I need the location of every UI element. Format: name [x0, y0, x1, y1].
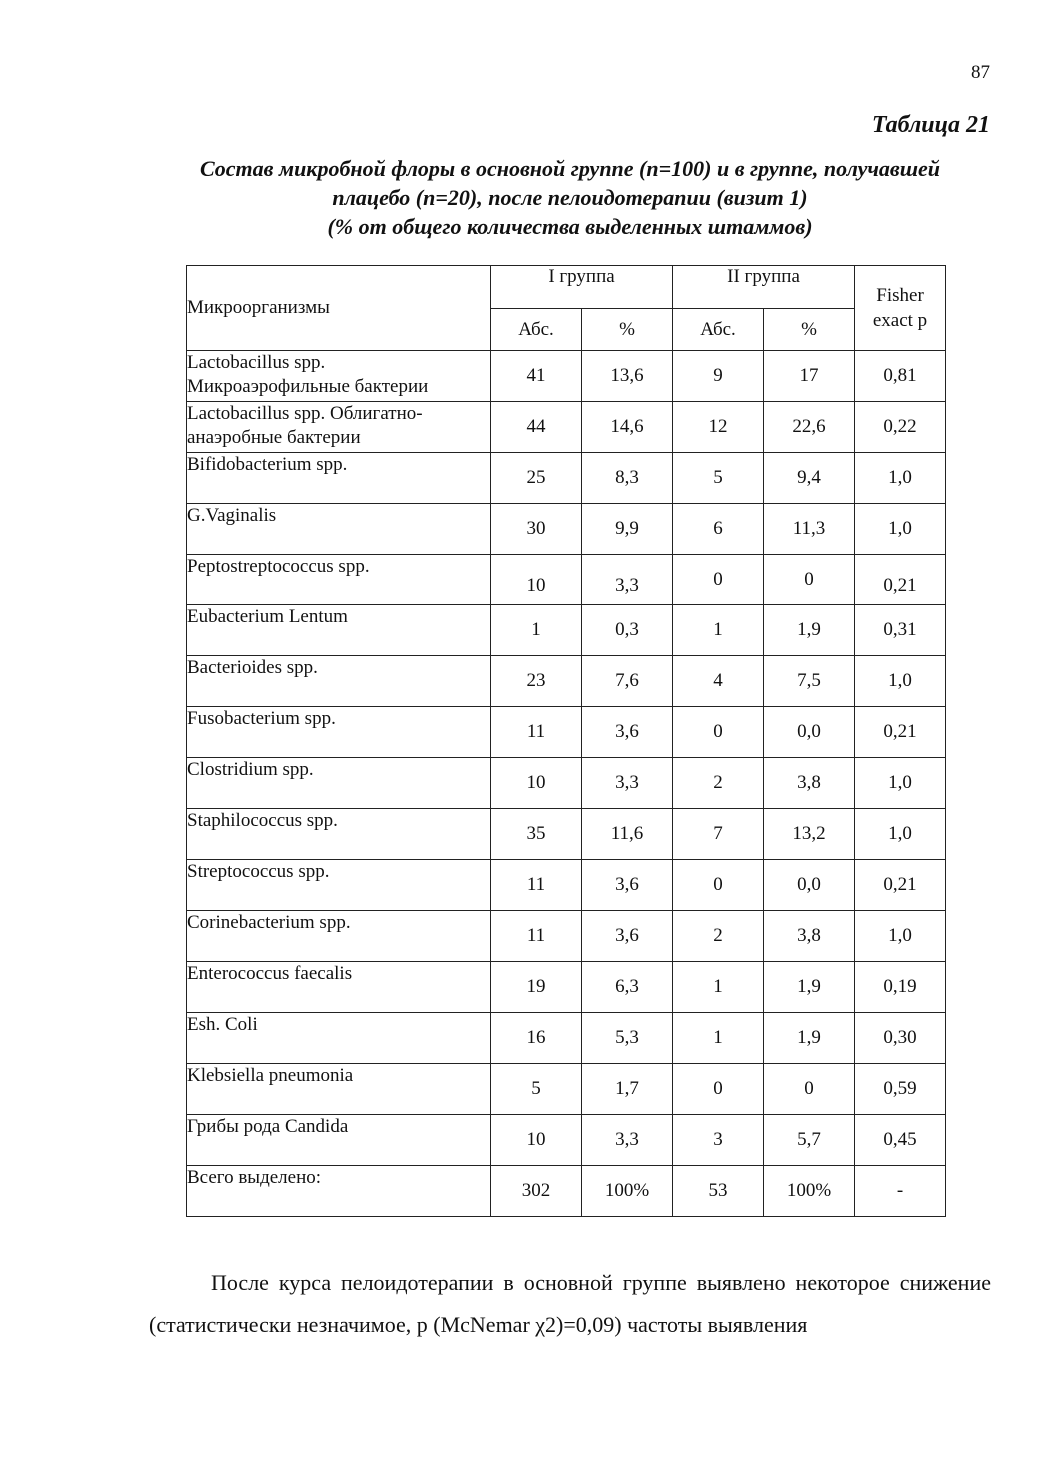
- table-row: [187, 656, 946, 707]
- table-row: [187, 351, 946, 402]
- cell-pct2: 22,6: [764, 402, 855, 453]
- cell-p: 0,19: [855, 962, 946, 1013]
- microorganism-name: Esh. Coli: [187, 1013, 491, 1064]
- header-fisher: [855, 266, 946, 351]
- cell-abs1: 41: [491, 351, 582, 402]
- cell-abs2: 0: [673, 1064, 764, 1115]
- cell-abs2: 53: [673, 1166, 764, 1217]
- cell-abs2: 1: [673, 605, 764, 656]
- cell-p: 1,0: [855, 911, 946, 962]
- cell-p: 1,0: [855, 758, 946, 809]
- cell-abs1: 11: [491, 911, 582, 962]
- cell-abs2: 1: [673, 1013, 764, 1064]
- cell-abs1: 10: [491, 555, 582, 605]
- header-microorganisms: Микроорганизмы: [187, 266, 491, 351]
- cell-abs2: 2: [673, 758, 764, 809]
- cell-pct2: 0,0: [764, 707, 855, 758]
- cell-pct1: 3,3: [582, 758, 673, 809]
- cell-pct2: 1,9: [764, 1013, 855, 1064]
- cell-abs1: 10: [491, 758, 582, 809]
- cell-p: 0,21: [855, 860, 946, 911]
- cell-abs2: 0: [673, 555, 764, 605]
- cell-pct2: 3,8: [764, 911, 855, 962]
- header-pct-group-2: %: [764, 309, 855, 351]
- table-row: [187, 962, 946, 1013]
- cell-pct2: 0: [764, 1064, 855, 1115]
- cell-abs2: 9: [673, 351, 764, 402]
- microorganism-name: Enterococcus faecalis: [187, 962, 491, 1013]
- microorganism-name: G.Vaginalis: [187, 504, 491, 555]
- cell-p: 1,0: [855, 809, 946, 860]
- cell-p: 0,81: [855, 351, 946, 402]
- cell-pct2: 5,7: [764, 1115, 855, 1166]
- caption-line-3: (% от общего количества выделенных штаммов): [327, 214, 813, 239]
- microorganism-name: Clostridium spp.: [187, 758, 491, 809]
- table-label: Таблица 21: [871, 112, 990, 138]
- table-row: [187, 707, 946, 758]
- cell-pct2: 3,8: [764, 758, 855, 809]
- table-row: [187, 402, 946, 453]
- cell-pct1: 3,3: [582, 1115, 673, 1166]
- cell-abs2: 3: [673, 1115, 764, 1166]
- cell-abs1: 19: [491, 962, 582, 1013]
- cell-abs2: 7: [673, 809, 764, 860]
- cell-pct1: 9,9: [582, 504, 673, 555]
- cell-abs2: 6: [673, 504, 764, 555]
- table-caption: [100, 154, 1039, 241]
- table-row: [187, 1166, 946, 1217]
- header-abs-group-2: Абс.: [673, 309, 764, 351]
- cell-pct2: 11,3: [764, 504, 855, 555]
- microorganism-name: Staphilococcus spp.: [187, 809, 491, 860]
- header-group-2: II группа: [673, 266, 855, 309]
- cell-p: 0,59: [855, 1064, 946, 1115]
- cell-pct1: 8,3: [582, 453, 673, 504]
- table-row: [187, 809, 946, 860]
- cell-p: 0,31: [855, 605, 946, 656]
- cell-abs2: 2: [673, 911, 764, 962]
- body-paragraph: После курса пелоидотерапии в основной группе выявлено некоторое снижение (статистически незначимое, p (McNemar χ2)=0,09) частоты выявления: [149, 1270, 991, 1337]
- cell-abs1: 16: [491, 1013, 582, 1064]
- table-row: [187, 1115, 946, 1166]
- header-fisher-line-2: exact p: [872, 310, 928, 331]
- cell-p: 1,0: [855, 656, 946, 707]
- microorganism-name: Lactobacillus spp. Микроаэрофильные бактерии: [187, 351, 491, 402]
- microorganism-name: Streptococcus spp.: [187, 860, 491, 911]
- table-row: [187, 1013, 946, 1064]
- table-row: [187, 1064, 946, 1115]
- cell-abs1: 10: [491, 1115, 582, 1166]
- cell-p: 0,21: [855, 707, 946, 758]
- cell-abs2: 1: [673, 962, 764, 1013]
- cell-pct1: 3,6: [582, 707, 673, 758]
- table-row: [187, 860, 946, 911]
- cell-abs1: 11: [491, 707, 582, 758]
- microorganism-name: Всего выделено:: [187, 1166, 491, 1217]
- cell-pct1: 5,3: [582, 1013, 673, 1064]
- table-row: [187, 555, 946, 605]
- cell-p: -: [855, 1166, 946, 1217]
- cell-abs1: 25: [491, 453, 582, 504]
- table-row: [187, 605, 946, 656]
- table-row: [187, 504, 946, 555]
- cell-abs1: 11: [491, 860, 582, 911]
- microorganism-name: Corinebacterium spp.: [187, 911, 491, 962]
- cell-p: 0,22: [855, 402, 946, 453]
- cell-p: 1,0: [855, 453, 946, 504]
- cell-abs1: 30: [491, 504, 582, 555]
- header-abs-group-1: Абс.: [491, 309, 582, 351]
- microorganism-name: Peptostreptococcus spp.: [187, 555, 491, 605]
- cell-pct1: 6,3: [582, 962, 673, 1013]
- caption-line-1: Состав микробной флоры в основной группе (n=100) и в группе, получавшей: [199, 156, 941, 181]
- page-number: 87: [971, 62, 990, 83]
- header-group-1: I группа: [491, 266, 673, 309]
- cell-abs2: 0: [673, 707, 764, 758]
- cell-p: 1,0: [855, 504, 946, 555]
- cell-pct1: 13,6: [582, 351, 673, 402]
- cell-pct1: 7,6: [582, 656, 673, 707]
- cell-abs1: 44: [491, 402, 582, 453]
- cell-pct1: 11,6: [582, 809, 673, 860]
- cell-pct2: 17: [764, 351, 855, 402]
- cell-abs1: 302: [491, 1166, 582, 1217]
- microorganism-name: Fusobacterium spp.: [187, 707, 491, 758]
- table-row: [187, 453, 946, 504]
- cell-pct2: 1,9: [764, 962, 855, 1013]
- cell-pct1: 0,3: [582, 605, 673, 656]
- cell-abs2: 4: [673, 656, 764, 707]
- caption-line-2: плацебо (n=20), после пелоидотерапии (визит 1): [332, 185, 808, 210]
- cell-pct1: 3,6: [582, 860, 673, 911]
- cell-pct2: 9,4: [764, 453, 855, 504]
- cell-p: 0,45: [855, 1115, 946, 1166]
- cell-p: 0,21: [855, 555, 946, 605]
- cell-abs2: 0: [673, 860, 764, 911]
- cell-abs2: 12: [673, 402, 764, 453]
- cell-abs1: 5: [491, 1064, 582, 1115]
- cell-pct2: 0,0: [764, 860, 855, 911]
- cell-abs1: 1: [491, 605, 582, 656]
- cell-pct1: 3,3: [582, 555, 673, 605]
- cell-abs1: 35: [491, 809, 582, 860]
- cell-pct2: 1,9: [764, 605, 855, 656]
- microorganism-name: Eubacterium Lentum: [187, 605, 491, 656]
- microorganism-name: Грибы рода Candida: [187, 1115, 491, 1166]
- table-body: [187, 351, 946, 1217]
- cell-abs1: 23: [491, 656, 582, 707]
- header-fisher-line-1: Fisher: [876, 285, 924, 306]
- table-row: [187, 758, 946, 809]
- microorganism-name: Klebsiella pneumonia: [187, 1064, 491, 1115]
- microflora-table: [186, 265, 946, 1217]
- microorganism-name: Bifidobacterium spp.: [187, 453, 491, 504]
- cell-pct1: 100%: [582, 1166, 673, 1217]
- header-pct-group-1: %: [582, 309, 673, 351]
- cell-pct2: 0: [764, 555, 855, 605]
- table-row: [187, 911, 946, 962]
- cell-pct1: 1,7: [582, 1064, 673, 1115]
- microorganism-name: Lactobacillus spp. Облигатно-анаэробные бактерии: [187, 402, 491, 453]
- microorganism-name: Bacterioides spp.: [187, 656, 491, 707]
- cell-abs2: 5: [673, 453, 764, 504]
- cell-p: 0,30: [855, 1013, 946, 1064]
- cell-pct1: 14,6: [582, 402, 673, 453]
- cell-pct1: 3,6: [582, 911, 673, 962]
- cell-pct2: 100%: [764, 1166, 855, 1217]
- cell-pct2: 13,2: [764, 809, 855, 860]
- cell-pct2: 7,5: [764, 656, 855, 707]
